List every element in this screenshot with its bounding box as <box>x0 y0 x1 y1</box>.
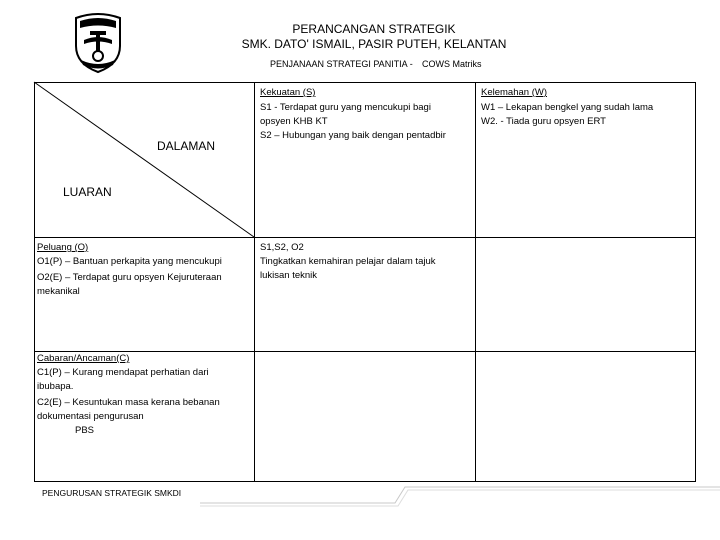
weakness-line: W2. - Tiada guru opsyen ERT <box>481 116 606 127</box>
strengths-heading: Kekuatan (S) <box>260 87 316 98</box>
document-subtitle: SMK. DATO' ISMAIL, PASIR PUTEH, KELANTAN <box>241 37 507 51</box>
opportunity-line: O1(P) – Bantuan perkapita yang mencukupi <box>37 256 222 267</box>
so-strategy-line: lukisan teknik <box>260 270 318 281</box>
opportunity-line: mekanikal <box>37 286 80 297</box>
threat-line: ibubapa. <box>37 381 74 392</box>
matrix-type-label: COWS Matriks <box>422 59 482 69</box>
threats-heading: Cabaran/Ancaman(C) <box>37 353 130 364</box>
opportunities-heading: Peluang (O) <box>37 242 89 253</box>
threat-line: C1(P) – Kurang mendapat perhatian dari <box>37 367 209 378</box>
weaknesses-heading: Kelemahan (W) <box>481 87 547 98</box>
label-internal: DALAMAN <box>157 139 216 153</box>
threat-line: dokumentasi pengurusan <box>37 411 144 422</box>
document-title: PERANCANGAN STRATEGIK <box>292 22 456 36</box>
opportunity-line: O2(E) – Terdapat guru opsyen Kejuruteraan <box>37 272 222 283</box>
threat-line: PBS <box>75 425 95 436</box>
weakness-line: W1 – Lekapan bengkel yang sudah lama <box>481 102 654 113</box>
strategy-label: PENJANAAN STRATEGI PANITIA - <box>270 59 413 69</box>
footer-text: PENGURUSAN STRATEGIK SMKDI <box>42 488 182 498</box>
so-strategy-line: S1,S2, O2 <box>260 242 304 253</box>
threat-line: C2(E) – Kesuntukan masa kerana bebanan <box>37 397 220 408</box>
so-strategy-line: Tingkatkan kemahiran pelajar dalam tajuk <box>260 256 436 267</box>
strength-line: opsyen KHB KT <box>260 116 328 127</box>
label-external: LUARAN <box>63 185 112 199</box>
strength-line: S1 - Terdapat guru yang mencukupi bagi <box>260 102 431 113</box>
strength-line: S2 – Hubungan yang baik dengan pentadbir <box>260 130 446 141</box>
